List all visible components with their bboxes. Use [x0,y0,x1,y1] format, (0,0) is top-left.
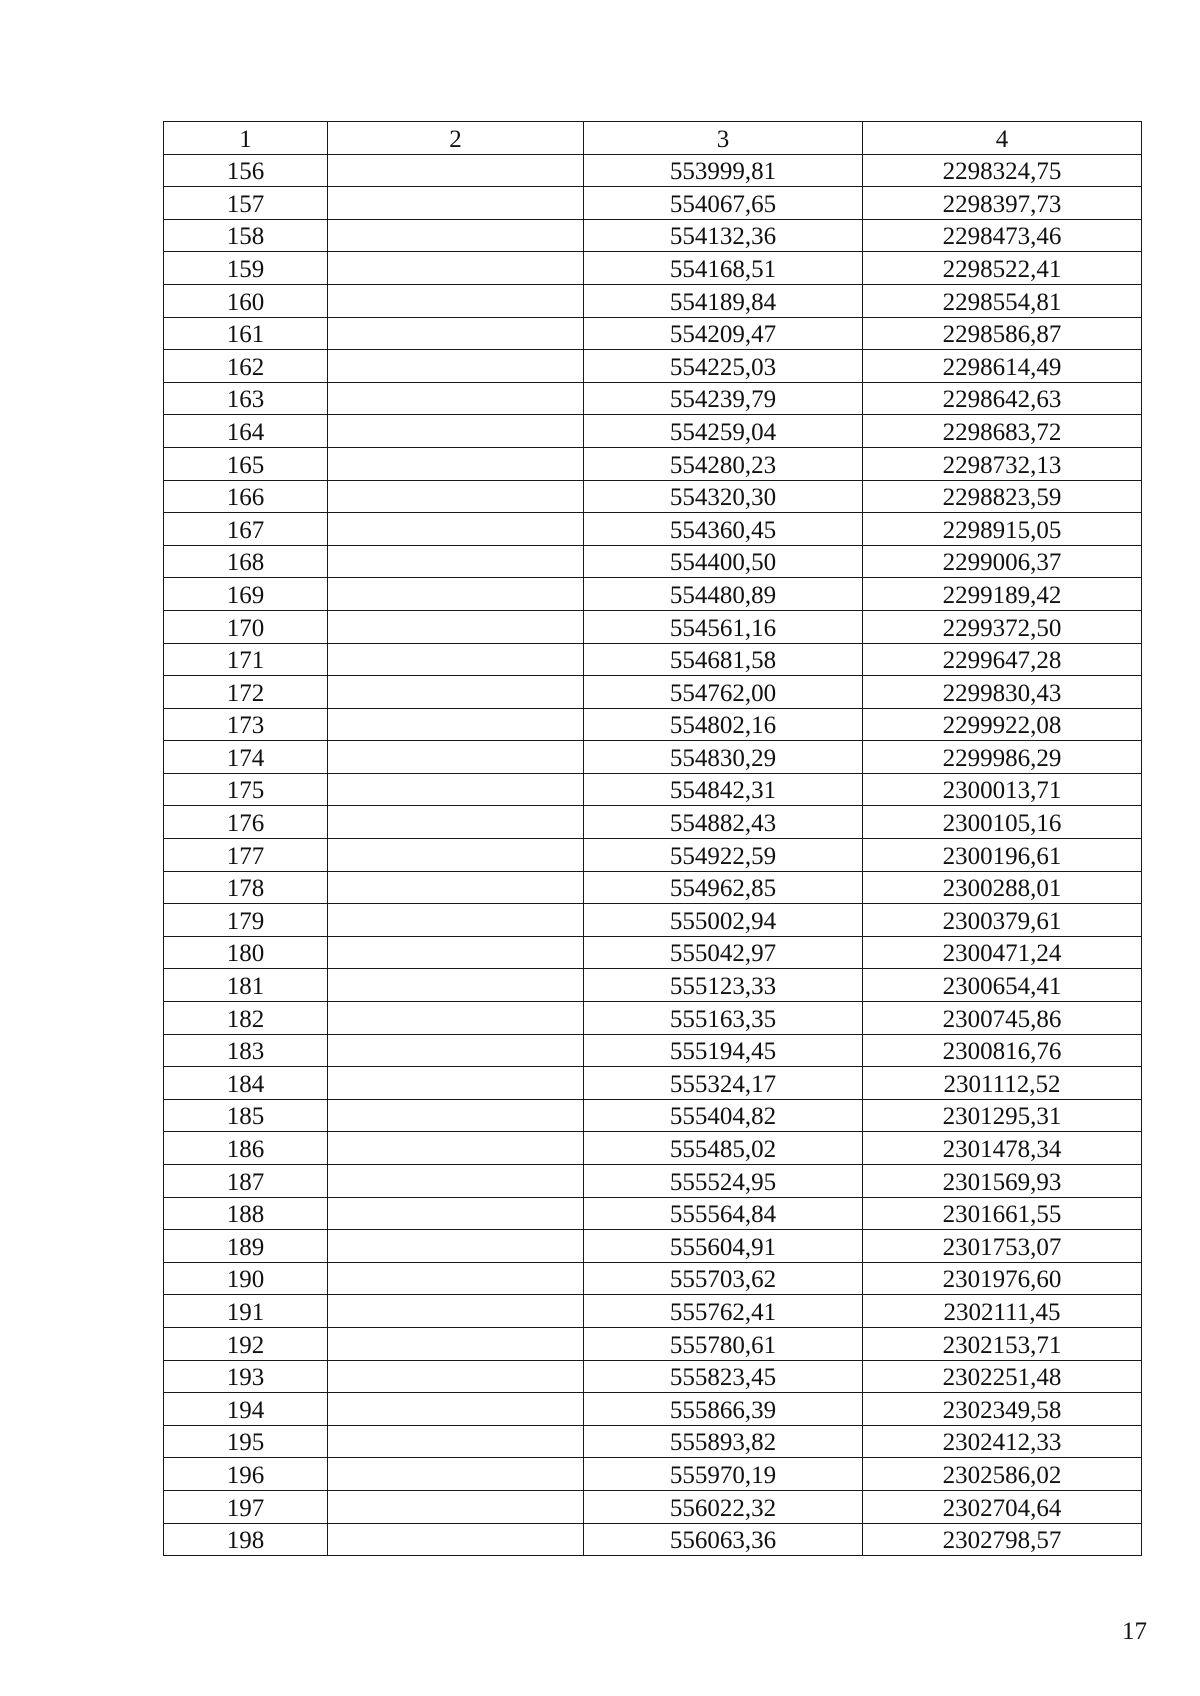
table-cell-col-1: 159 [164,252,328,285]
table-cell-col-1: 188 [164,1197,328,1230]
table-cell-col-3: 555780,61 [584,1327,863,1360]
table-row [164,317,1142,350]
table-cell-col-4: 2298614,49 [863,350,1142,383]
table-cell-col-3: 554802,16 [584,708,863,741]
table-row [164,1132,1142,1165]
table-cell-col-4: 2300105,16 [863,806,1142,839]
table-cell-col-1: 170 [164,610,328,643]
table-row [164,1230,1142,1263]
table-cell-col-1: 156 [164,154,328,187]
table-row [164,154,1142,187]
table-row [164,1165,1142,1198]
table-cell-col-4: 2302111,45 [863,1295,1142,1328]
table-cell-col-3: 555893,82 [584,1425,863,1458]
table-cell-col-1: 193 [164,1360,328,1393]
table-cell-col-3: 554681,58 [584,643,863,676]
table-cell-col-1: 173 [164,708,328,741]
table-cell-col-3: 554922,59 [584,839,863,872]
table-cell-col-1: 163 [164,382,328,415]
table-cell-col-3: 554259,04 [584,415,863,448]
table-cell-col-2 [328,1327,584,1360]
table-cell-col-2 [328,1295,584,1328]
table-cell-col-3: 556022,32 [584,1490,863,1523]
table-row [164,284,1142,317]
table-row [164,545,1142,578]
table-cell-col-2 [328,187,584,220]
table-cell-col-2 [328,676,584,709]
table-cell-col-3: 554168,51 [584,252,863,285]
table-cell-col-3: 555404,82 [584,1099,863,1132]
table-cell-col-2 [328,1262,584,1295]
table-cell-col-1: 183 [164,1034,328,1067]
table-cell-col-4: 2299189,42 [863,578,1142,611]
table-row [164,187,1142,220]
table-cell-col-1: 198 [164,1523,328,1556]
table-cell-col-1: 160 [164,284,328,317]
table-cell-col-2 [328,382,584,415]
table-cell-col-2 [328,1099,584,1132]
table-row [164,741,1142,774]
table-cell-col-4: 2301661,55 [863,1197,1142,1230]
table-cell-col-4: 2302349,58 [863,1393,1142,1426]
table-cell-col-2 [328,578,584,611]
table-cell-col-1: 190 [164,1262,328,1295]
table-cell-col-1: 189 [164,1230,328,1263]
table-cell-col-1: 180 [164,936,328,969]
table-cell-col-4: 2298522,41 [863,252,1142,285]
table-row [164,773,1142,806]
table-cell-col-3: 555823,45 [584,1360,863,1393]
table-cell-col-4: 2299922,08 [863,708,1142,741]
table-cell-col-1: 161 [164,317,328,350]
table-cell-col-3: 554962,85 [584,871,863,904]
table-cell-col-1: 164 [164,415,328,448]
coordinates-table [163,121,1142,1556]
table-cell-col-2 [328,1165,584,1198]
table-cell-col-2 [328,1132,584,1165]
table-row [164,806,1142,839]
table-cell-col-4: 2301112,52 [863,1067,1142,1100]
table-row [164,610,1142,643]
table-cell-col-4: 2300196,61 [863,839,1142,872]
table-row [164,969,1142,1002]
table-cell-col-2 [328,284,584,317]
table-cell-col-2 [328,936,584,969]
table-cell-col-2 [328,1393,584,1426]
table-cell-col-4: 2300013,71 [863,773,1142,806]
table-row [164,1360,1142,1393]
table-cell-col-4: 2302704,64 [863,1490,1142,1523]
table-cell-col-1: 181 [164,969,328,1002]
table-cell-col-2 [328,773,584,806]
table-row [164,382,1142,415]
table-cell-col-1: 169 [164,578,328,611]
table-row [164,1034,1142,1067]
table-row [164,1295,1142,1328]
table-cell-col-2 [328,350,584,383]
table-cell-col-3: 554189,84 [584,284,863,317]
table-cell-col-2 [328,871,584,904]
table-cell-col-1: 168 [164,545,328,578]
table-cell-col-4: 2299647,28 [863,643,1142,676]
table-cell-col-2 [328,447,584,480]
table-cell-col-3: 555002,94 [584,904,863,937]
table-cell-col-4: 2298473,46 [863,219,1142,252]
table-cell-col-3: 555042,97 [584,936,863,969]
table-cell-col-3: 554239,79 [584,382,863,415]
table-cell-col-3: 554132,36 [584,219,863,252]
table-row [164,1393,1142,1426]
table-row [164,1425,1142,1458]
table-cell-col-2 [328,480,584,513]
table-row [164,708,1142,741]
table-cell-col-2 [328,1458,584,1491]
table-row [164,415,1142,448]
table-cell-col-3: 555762,41 [584,1295,863,1328]
table-cell-col-2 [328,154,584,187]
table-cell-col-2 [328,1197,584,1230]
table-cell-col-3: 554830,29 [584,741,863,774]
table-cell-col-1: 174 [164,741,328,774]
table-cell-col-4: 2300816,76 [863,1034,1142,1067]
table-cell-col-4: 2301478,34 [863,1132,1142,1165]
table-cell-col-1: 171 [164,643,328,676]
table-cell-col-3: 554762,00 [584,676,863,709]
column-header-1: 1 [164,122,328,155]
table-cell-col-4: 2302586,02 [863,1458,1142,1491]
table-cell-col-1: 184 [164,1067,328,1100]
table-cell-col-1: 157 [164,187,328,220]
table-row [164,676,1142,709]
table-cell-col-4: 2298732,13 [863,447,1142,480]
table-row [164,578,1142,611]
table-cell-col-4: 2301295,31 [863,1099,1142,1132]
table-cell-col-2 [328,1360,584,1393]
table-row [164,480,1142,513]
table-cell-col-3: 555324,17 [584,1067,863,1100]
table-cell-col-4: 2298683,72 [863,415,1142,448]
table-cell-col-4: 2298397,73 [863,187,1142,220]
table-cell-col-2 [328,708,584,741]
table-cell-col-3: 554280,23 [584,447,863,480]
table-cell-col-3: 554067,65 [584,187,863,220]
table-cell-col-1: 186 [164,1132,328,1165]
column-header-2: 2 [328,122,584,155]
table-cell-col-3: 555703,62 [584,1262,863,1295]
table-cell-col-4: 2302251,48 [863,1360,1142,1393]
table-row [164,219,1142,252]
table-cell-col-3: 554209,47 [584,317,863,350]
table-cell-col-3: 554842,31 [584,773,863,806]
table-cell-col-3: 554561,16 [584,610,863,643]
table-row [164,1099,1142,1132]
table-cell-col-3: 555163,35 [584,1002,863,1035]
table-cell-col-2 [328,1490,584,1523]
table-cell-col-2 [328,904,584,937]
table-cell-col-2 [328,1067,584,1100]
table-cell-col-2 [328,252,584,285]
table-cell-col-4: 2298823,59 [863,480,1142,513]
table-header [164,122,1142,155]
table-cell-col-2 [328,1034,584,1067]
table-cell-col-4: 2300288,01 [863,871,1142,904]
table-cell-col-2 [328,1230,584,1263]
table-cell-col-1: 185 [164,1099,328,1132]
table-cell-col-3: 555970,19 [584,1458,863,1491]
table-row [164,513,1142,546]
table-cell-col-3: 555866,39 [584,1393,863,1426]
table-cell-col-1: 187 [164,1165,328,1198]
table-cell-col-2 [328,643,584,676]
table-cell-col-2 [328,513,584,546]
table-row [164,252,1142,285]
table-cell-col-1: 178 [164,871,328,904]
header-row [164,122,1142,155]
table-row [164,904,1142,937]
table-cell-col-2 [328,1523,584,1556]
table-cell-col-3: 555524,95 [584,1165,863,1198]
table-cell-col-1: 172 [164,676,328,709]
table-row [164,643,1142,676]
table-cell-col-1: 196 [164,1458,328,1491]
table-cell-col-4: 2298642,63 [863,382,1142,415]
column-header-4: 4 [863,122,1142,155]
table-row [164,1523,1142,1556]
table-cell-col-2 [328,610,584,643]
table-cell-col-4: 2300745,86 [863,1002,1142,1035]
table-cell-col-4: 2301976,60 [863,1262,1142,1295]
table-cell-col-3: 555194,45 [584,1034,863,1067]
table-cell-col-4: 2299372,50 [863,610,1142,643]
table-cell-col-1: 191 [164,1295,328,1328]
table-cell-col-1: 166 [164,480,328,513]
table-cell-col-3: 553999,81 [584,154,863,187]
table-cell-col-2 [328,741,584,774]
table-row [164,1262,1142,1295]
table-cell-col-4: 2301569,93 [863,1165,1142,1198]
table-cell-col-2 [328,839,584,872]
table-cell-col-2 [328,806,584,839]
table-cell-col-1: 176 [164,806,328,839]
table-cell-col-4: 2298324,75 [863,154,1142,187]
table-row [164,1002,1142,1035]
table-cell-col-3: 555604,91 [584,1230,863,1263]
table-row [164,839,1142,872]
table-cell-col-1: 192 [164,1327,328,1360]
table-cell-col-4: 2300654,41 [863,969,1142,1002]
table-cell-col-3: 555123,33 [584,969,863,1002]
table-row [164,1490,1142,1523]
table-row [164,1197,1142,1230]
table-cell-col-1: 165 [164,447,328,480]
table-cell-col-4: 2298586,87 [863,317,1142,350]
table-cell-col-3: 555564,84 [584,1197,863,1230]
table-cell-col-2 [328,545,584,578]
table-row [164,1458,1142,1491]
table-cell-col-3: 555485,02 [584,1132,863,1165]
table-cell-col-3: 554882,43 [584,806,863,839]
table-cell-col-3: 554225,03 [584,350,863,383]
table-cell-col-4: 2302153,71 [863,1327,1142,1360]
table-cell-col-4: 2300471,24 [863,936,1142,969]
table-cell-col-3: 554480,89 [584,578,863,611]
table-cell-col-1: 158 [164,219,328,252]
table-cell-col-4: 2300379,61 [863,904,1142,937]
table-row [164,1327,1142,1360]
table-cell-col-1: 167 [164,513,328,546]
table-cell-col-4: 2298915,05 [863,513,1142,546]
table-row [164,936,1142,969]
table-cell-col-2 [328,1002,584,1035]
table-cell-col-2 [328,219,584,252]
table-cell-col-4: 2302798,57 [863,1523,1142,1556]
table-cell-col-2 [328,1425,584,1458]
table-cell-col-2 [328,415,584,448]
table-cell-col-4: 2298554,81 [863,284,1142,317]
table-body [164,154,1142,1556]
table-cell-col-1: 182 [164,1002,328,1035]
table-cell-col-1: 179 [164,904,328,937]
table-cell-col-3: 554360,45 [584,513,863,546]
table-cell-col-3: 554320,30 [584,480,863,513]
table-cell-col-4: 2302412,33 [863,1425,1142,1458]
table-cell-col-4: 2299986,29 [863,741,1142,774]
table-cell-col-1: 175 [164,773,328,806]
table-cell-col-4: 2299830,43 [863,676,1142,709]
table-cell-col-4: 2299006,37 [863,545,1142,578]
page-number: 17 [1122,1618,1147,1645]
table-cell-col-1: 197 [164,1490,328,1523]
table-row [164,447,1142,480]
table-row [164,350,1142,383]
table-cell-col-1: 194 [164,1393,328,1426]
table-cell-col-1: 177 [164,839,328,872]
column-header-3: 3 [584,122,863,155]
table-row [164,1067,1142,1100]
table-cell-col-3: 556063,36 [584,1523,863,1556]
table-cell-col-1: 195 [164,1425,328,1458]
table-cell-col-2 [328,969,584,1002]
table-cell-col-4: 2301753,07 [863,1230,1142,1263]
table-cell-col-1: 162 [164,350,328,383]
table-cell-col-3: 554400,50 [584,545,863,578]
table-cell-col-2 [328,317,584,350]
table-row [164,871,1142,904]
